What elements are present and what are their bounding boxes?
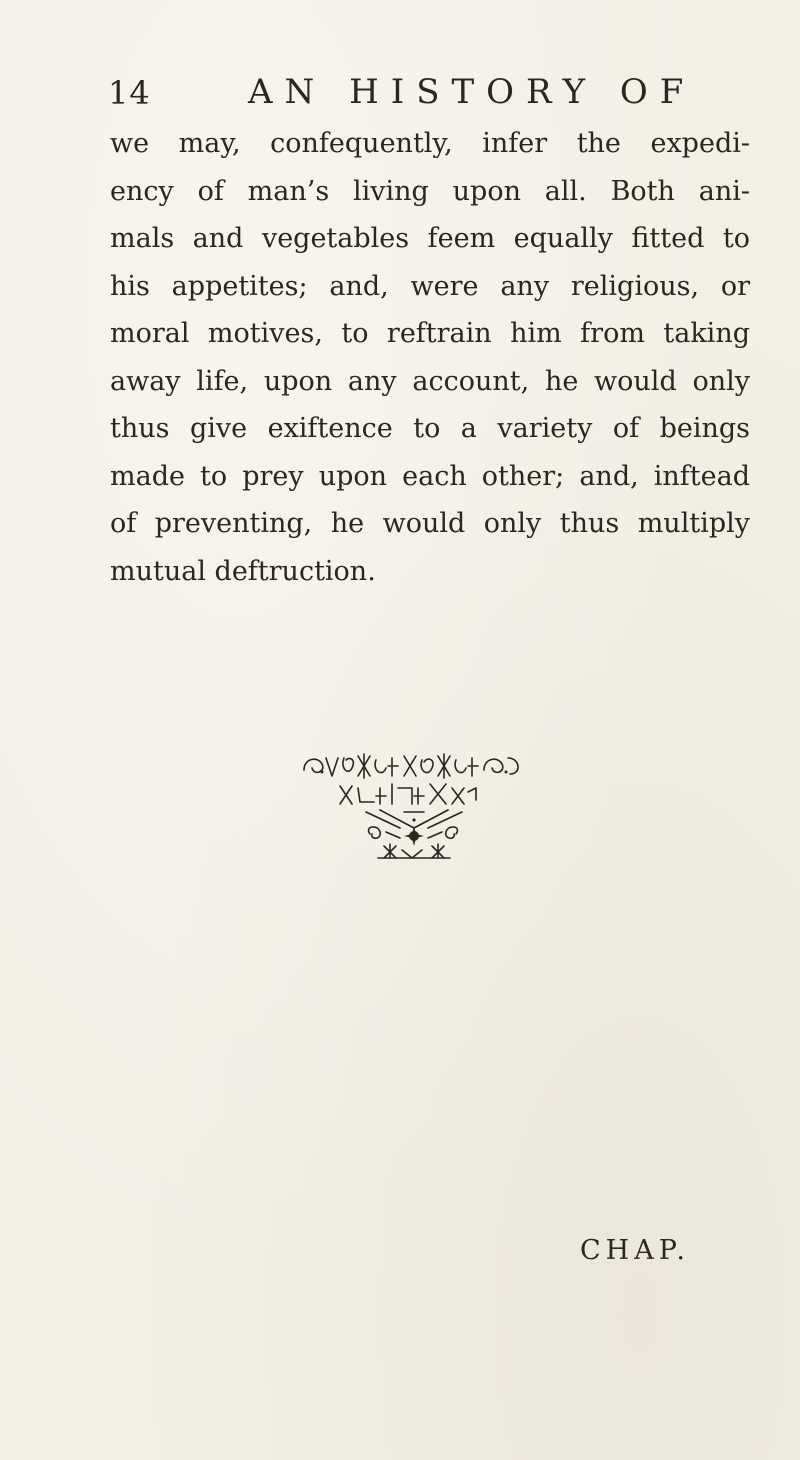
text-line: his appetites; and, were any religious, or <box>110 270 750 302</box>
text-line: we may, confequently, infer the expedi- <box>110 128 750 159</box>
text-line: mals and vegetables feem equally fitted to <box>110 223 750 254</box>
text-line: thus give exiftence to a variety of beings <box>110 413 750 444</box>
text-line: moral motives, to reftrain him from taking <box>110 318 750 349</box>
catchword: CHAP. <box>580 1235 690 1266</box>
page-number: 14 <box>108 74 151 112</box>
text-line: made to prey upon each other; and, inftead <box>110 460 750 492</box>
text-line: mutual deftruction. <box>110 555 376 587</box>
text-line: of preventing, he would only thus multiply <box>110 508 750 539</box>
body-paragraph <box>110 120 750 595</box>
text-line: ency of man’s living upon all. Both ani- <box>110 175 750 207</box>
running-head <box>108 66 696 116</box>
running-title: AN HISTORY OF <box>248 72 696 112</box>
printers-ornament-tailpiece-icon <box>300 748 528 860</box>
text-line: away life, upon any account, he would only <box>110 365 750 397</box>
